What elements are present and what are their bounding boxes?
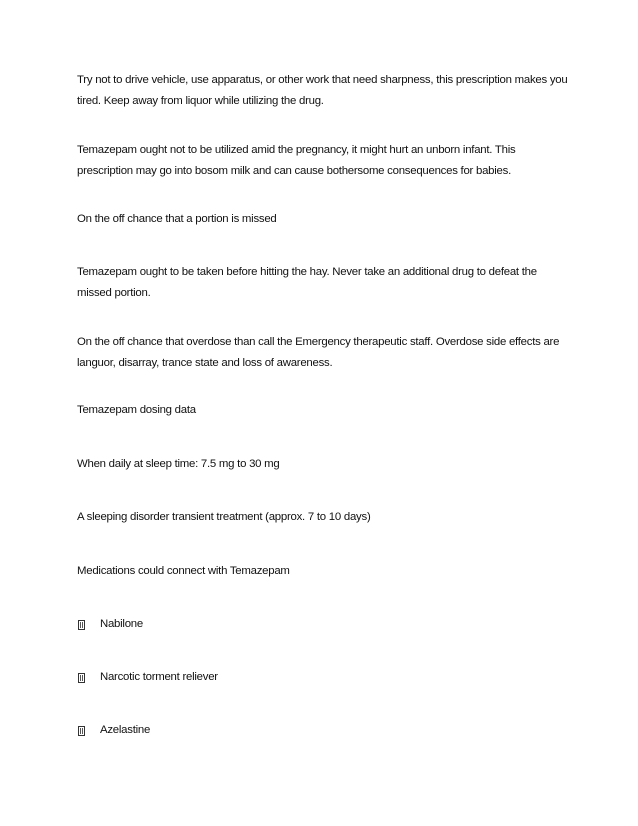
missing-glyph-bullet-icon	[78, 620, 85, 630]
paragraph-daily-dose: When daily at sleep time: 7.5 mg to 30 mg	[77, 458, 280, 470]
list-item-text: Nabilone	[100, 618, 143, 630]
paragraph-missed-dose-heading: On the off chance that a portion is missed	[77, 213, 277, 225]
missing-glyph-bullet-icon	[78, 726, 85, 736]
list-item	[77, 720, 557, 741]
paragraph-overdose-info: On the off chance that overdose than call the Emergency therapeutic staff. Overdose side effects are languor, disarray, trance state and loss of awareness.	[77, 336, 560, 369]
list-item	[77, 667, 557, 688]
paragraph-pregnancy-warning: Temazepam ought not to be utilized amid the pregnancy, it might hurt an unborn infant. This prescription may go into bosom milk and can cause bothersome consequences for babies.	[77, 144, 516, 177]
paragraph-treatment-duration: A sleeping disorder transient treatment (approx. 7 to 10 days)	[77, 511, 371, 523]
list-item-text: Narcotic torment reliever	[100, 671, 218, 683]
missing-glyph-bullet-icon	[78, 673, 85, 683]
paragraph-interactions-heading: Medications could connect with Temazepam	[77, 565, 290, 577]
paragraph-missed-dose-instructions: Temazepam ought to be taken before hitting the hay. Never take an additional drug to defeat the missed portion.	[77, 266, 537, 299]
paragraph-driving-warning: Try not to drive vehicle, use apparatus, or other work that need sharpness, this prescription makes you tired. Keep away from liquor while utilizing the drug.	[77, 74, 568, 107]
list-item-text: Azelastine	[100, 724, 151, 736]
list-item	[77, 614, 557, 635]
paragraph-dosing-heading: Temazepam dosing data	[77, 404, 196, 416]
